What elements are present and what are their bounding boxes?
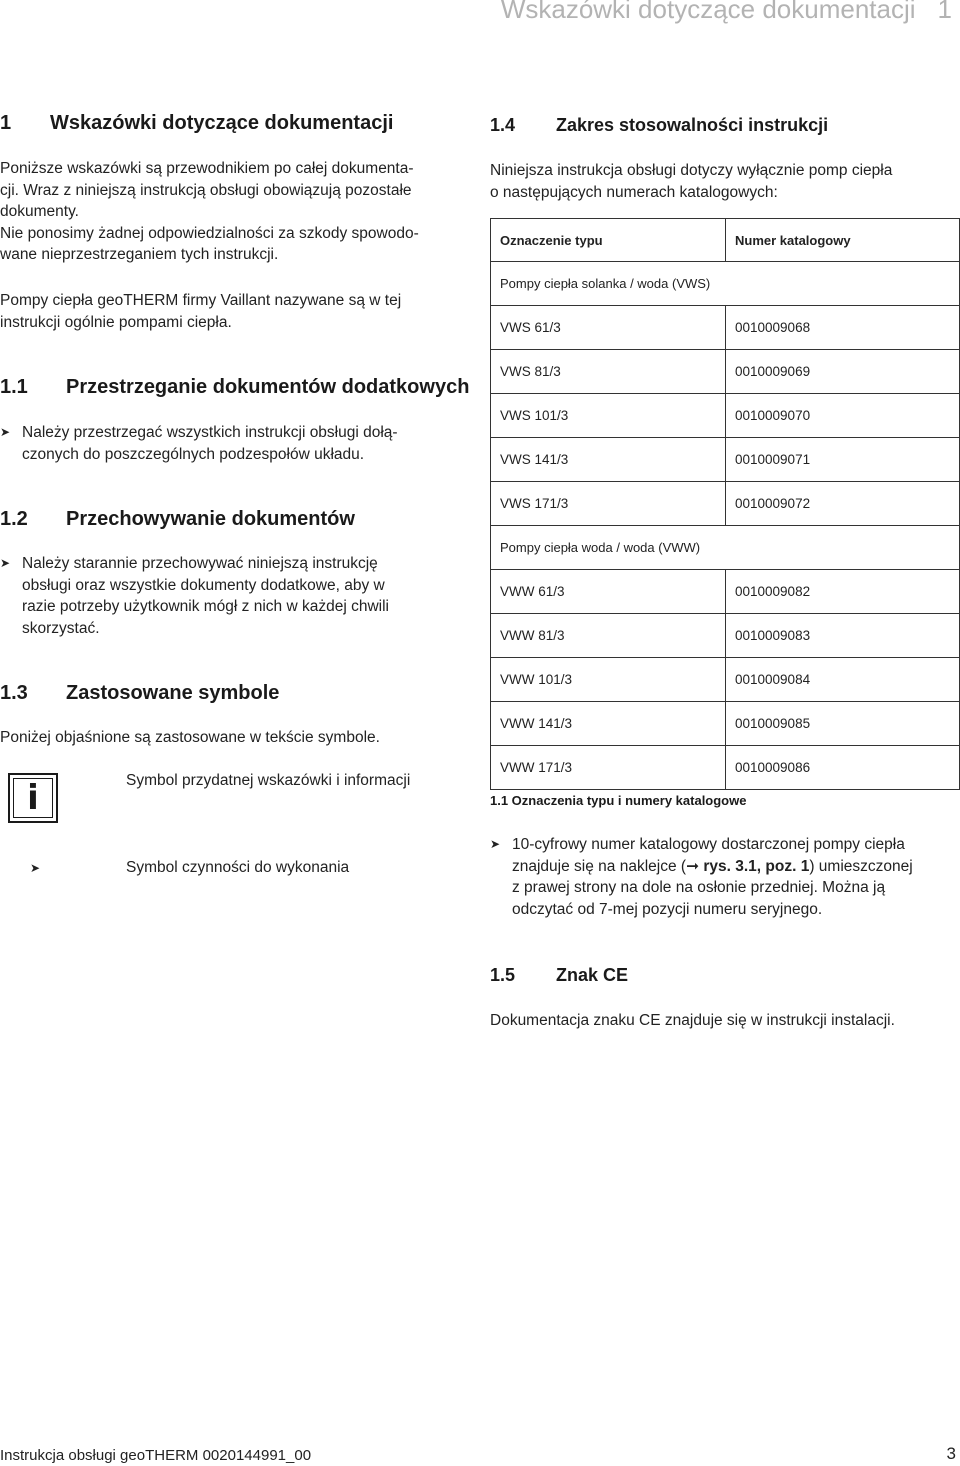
- text-line: odczytać od 7-mej pozycji numeru seryjnego.: [512, 900, 823, 918]
- action-arrow-icon: ➤: [0, 556, 11, 570]
- catalog-number-cell: 0010009084: [726, 658, 960, 702]
- table-row: [491, 350, 960, 394]
- running-header-number: 1: [937, 0, 952, 24]
- section-1-5-heading: [490, 965, 628, 986]
- type-cell: VWS 141/3: [491, 438, 726, 482]
- section-number: 1.5: [490, 965, 516, 985]
- catalog-number-cell: 0010009071: [726, 438, 960, 482]
- section-number: 1.1: [0, 376, 28, 398]
- section-title: Znak CE: [556, 965, 629, 985]
- section-1-3-heading: [0, 682, 279, 705]
- type-cell: VWW 81/3: [491, 614, 726, 658]
- text-line: Niniejsza instrukcja obsługi dotyczy wyłącznie pomp ciepła: [490, 162, 893, 179]
- section-1-3-intro: Poniżej objaśnione są zastosowane w tekście symbole.: [0, 729, 380, 746]
- text-line: razie potrzeby użytkownik mógł z nich w każdej chwili: [22, 598, 389, 615]
- text-line: wane nieprzestrzeganiem tych instrukcji.: [0, 246, 279, 263]
- section-1-1-bullet: [0, 422, 470, 465]
- section-title: Przestrzeganie dokumentów dodatkowych: [66, 376, 470, 398]
- text-line: czonych do poszczególnych podzespołów układu.: [22, 445, 365, 463]
- section-1-paragraph-1: [0, 158, 470, 266]
- section-1-4-heading: [490, 115, 828, 136]
- type-cell: VWW 141/3: [491, 702, 726, 746]
- column-header-type: Oznaczenie typu: [491, 219, 726, 262]
- group-label-vws: Pompy ciepła solanka / woda (VWS): [491, 262, 960, 306]
- section-number: 1: [0, 112, 12, 134]
- text-line: dokumenty.: [0, 203, 79, 220]
- section-title: Zastosowane symbole: [66, 682, 280, 704]
- figure-reference: rys. 3.1, poz. 1: [699, 857, 810, 875]
- text-fragment: znajduje się na naklejce (: [512, 857, 687, 875]
- text-line: [512, 856, 960, 878]
- table-row: [491, 306, 960, 350]
- text-line: Pompy ciepła geoTHERM firmy Vaillant nazywane są w tej: [0, 292, 402, 309]
- section-1-5-text: Dokumentacja znaku CE znajduje się w instrukcji instalacji.: [490, 1012, 895, 1029]
- section-number: 1.2: [0, 508, 28, 530]
- info-symbol-description: Symbol przydatnej wskazówki i informacji: [126, 772, 411, 789]
- footer-document-info: Instrukcja obsługi geoTHERM 0020144991_00: [0, 1447, 312, 1464]
- running-header-title: Wskazówki dotyczące dokumentacji: [500, 0, 916, 24]
- type-cell: VWW 171/3: [491, 746, 726, 790]
- catalog-number-cell: 0010009085: [726, 702, 960, 746]
- table-row: [491, 438, 960, 482]
- table-row: [491, 614, 960, 658]
- text-line: Należy starannie przechowywać niniejszą instrukcję: [22, 555, 378, 572]
- table-row: [491, 394, 960, 438]
- type-cell: VWS 81/3: [491, 350, 726, 394]
- section-number: 1.3: [0, 682, 28, 704]
- action-arrow-icon: ➤: [0, 425, 11, 439]
- text-fragment: ) umieszczonej: [809, 857, 913, 875]
- type-cell: VWS 101/3: [491, 394, 726, 438]
- text-line: z prawej strony na dole na osłonie przedniej. Można ją: [512, 879, 886, 896]
- action-arrow-icon: ➤: [30, 861, 41, 875]
- table-caption: 1.1 Oznaczenia typu i numery katalogowe: [490, 793, 747, 808]
- catalog-number-cell: 0010009086: [726, 746, 960, 790]
- table-row: [491, 702, 960, 746]
- action-arrow-icon: ➤: [490, 837, 501, 851]
- table-row: [491, 658, 960, 702]
- section-1-4-intro: [490, 160, 960, 203]
- info-icon: [8, 773, 58, 823]
- table-group-row: [491, 262, 960, 306]
- text-line: skorzystać.: [22, 619, 100, 637]
- table-group-row: [491, 526, 960, 570]
- reference-arrow-icon: ➞: [686, 857, 700, 875]
- text-line: o następujących numerach katalogowych:: [490, 183, 778, 201]
- section-title: Przechowywanie dokumentów: [66, 508, 355, 530]
- text-line: cji. Wraz z niniejszą instrukcją obsługi obowiązują pozostałe: [0, 181, 412, 199]
- table-row: [491, 746, 960, 790]
- catalog-number-cell: 0010009083: [726, 614, 960, 658]
- section-1-1-heading: [0, 376, 469, 399]
- column-header-catalog-number: Numer katalogowy: [726, 219, 960, 262]
- section-title: Wskazówki dotyczące dokumentacji: [50, 112, 394, 134]
- table-header-row: [491, 219, 960, 262]
- section-title: Zakres stosowalności instrukcji: [556, 115, 829, 135]
- section-number: 1.4: [490, 115, 516, 135]
- type-cell: VWS 171/3: [491, 482, 726, 526]
- section-1-2-bullet: [0, 553, 470, 639]
- text-line: Należy przestrzegać wszystkich instrukcji obsługi dołą-: [22, 424, 398, 441]
- type-cell: VWS 61/3: [491, 306, 726, 350]
- text-line: obsługi oraz wszystkie dokumenty dodatkowe, aby w: [22, 576, 385, 594]
- catalog-number-cell: 0010009072: [726, 482, 960, 526]
- type-cell: VWW 101/3: [491, 658, 726, 702]
- catalog-number-cell: 0010009070: [726, 394, 960, 438]
- text-line: Nie ponosimy żadnej odpowiedzialności za szkody spowodo-: [0, 224, 419, 242]
- text-line: instrukcji ogólnie pompami ciepła.: [0, 313, 232, 331]
- text-line: 10-cyfrowy numer katalogowy dostarczonej pompy ciepła: [512, 836, 905, 853]
- table-row: [491, 570, 960, 614]
- text-line: Poniższe wskazówki są przewodnikiem po całej dokumenta-: [0, 160, 414, 177]
- running-header: [501, 0, 952, 25]
- section-1-4-bullet: [490, 834, 960, 920]
- action-symbol-description: Symbol czynności do wykonania: [126, 859, 350, 876]
- footer-page-number: 3: [946, 1444, 956, 1463]
- catalog-number-cell: 0010009069: [726, 350, 960, 394]
- catalog-table: [490, 218, 960, 790]
- catalog-number-cell: 0010009082: [726, 570, 960, 614]
- section-1-2-heading: [0, 508, 355, 531]
- info-icon-glyph: i: [27, 778, 39, 818]
- group-label-vww: Pompy ciepła woda / woda (VWW): [491, 526, 960, 570]
- catalog-number-cell: 0010009068: [726, 306, 960, 350]
- type-cell: VWW 61/3: [491, 570, 726, 614]
- table-row: [491, 482, 960, 526]
- section-1-paragraph-2: [0, 290, 470, 333]
- section-1-heading: [0, 112, 393, 135]
